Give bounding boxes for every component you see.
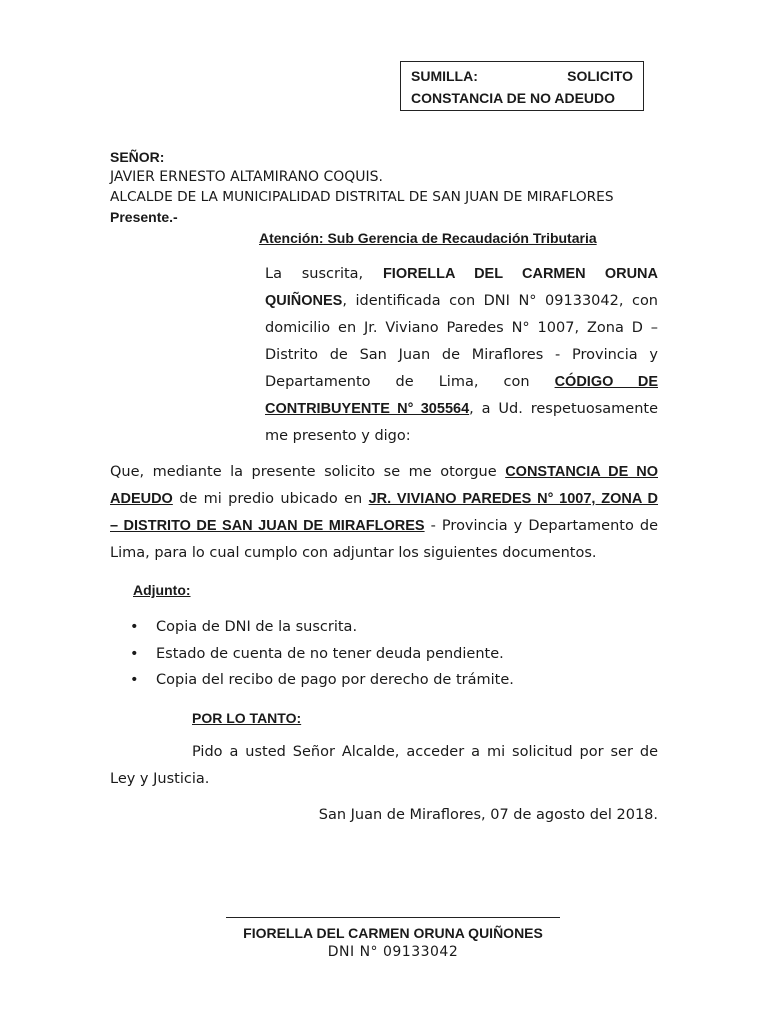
intro-line [265,396,658,423]
request-text: Que, mediante la presente solicito se me otorgue [110,464,497,480]
request-text: de mi predio ubicado en [179,491,363,507]
sumilla-line-2: CONSTANCIA DE NO ADEUDO [411,90,616,106]
sumilla-label: SUMILLA: [411,68,478,84]
place-date: San Juan de Miraflores, 07 de agosto del 2018. [318,807,658,823]
list-item: • Copia de DNI de la suscrita. [130,614,514,641]
request-subject: CONSTANCIA DE NO [505,464,658,480]
closing-line: Ley y Justicia. [110,771,210,787]
intro-text: La suscrita, [265,266,364,282]
attachments-heading: Adjunto: [133,582,191,598]
property-address: JR. VIVIANO PAREDES N° 1007, ZONA D [368,491,659,507]
closing-heading: POR LO TANTO: [192,710,302,726]
salutation: SEÑOR: [110,149,165,165]
request-paragraph [110,459,658,567]
intro-text: Departamento de Lima, con [265,374,530,390]
intro-line: me presento y digo: [265,428,411,444]
request-line [110,486,658,513]
recipient-name: JAVIER ERNESTO ALTAMIRANO COQUIS. [110,169,383,185]
intro-line: Distrito de San Juan de Miraflores - Provincia y [265,347,658,363]
intro-line [265,288,658,315]
taxpayer-code-label: CÓDIGO DE [554,374,658,390]
attention-line: Atención: Sub Gerencia de Recaudación Tributaria [259,230,597,246]
signer-dni: DNI N° 09133042 [327,944,459,960]
closing-line: Pido a usted Señor Alcalde, acceder a mi solicitud por ser de [192,744,658,760]
sumilla-value: SOLICITO [567,68,633,84]
request-subject: ADEUDO [110,491,173,507]
attachments-list [130,614,514,694]
signature-line [226,917,560,918]
signer-name: FIORELLA DEL CARMEN ORUNA QUIÑONES [243,925,543,941]
property-address: – DISTRITO DE SAN JUAN DE MIRAFLORES [110,518,425,534]
intro-paragraph [265,261,658,450]
intro-line [265,261,658,288]
intro-text: , identificada con DNI N° 09133042, con [342,293,658,309]
request-text: - Provincia y Departamento de [430,518,659,534]
applicant-name: FIORELLA DEL CARMEN ORUNA [382,266,658,282]
list-item: • Copia del recibo de pago por derecho de trámite. [130,667,514,694]
presente: Presente.- [110,209,178,225]
request-line [110,513,658,540]
sumilla-box [400,61,644,111]
sumilla-line-1 [411,65,633,87]
intro-line [265,369,658,396]
recipient-position: ALCALDE DE LA MUNICIPALIDAD DISTRITAL DE SAN JUAN DE MIRAFLORES [110,189,614,205]
intro-line: domicilio en Jr. Viviano Paredes N° 1007, Zona D – [265,320,658,336]
list-item: • Estado de cuenta de no tener deuda pendiente. [130,641,514,668]
closing-paragraph [110,739,658,793]
request-line: Lima, para lo cual cumplo con adjuntar los siguientes documentos. [110,545,597,561]
request-line [110,459,658,486]
intro-text: , a Ud. respetuosamente [469,401,658,417]
applicant-surname: QUIÑONES [265,293,343,309]
taxpayer-code: CONTRIBUYENTE N° 305564 [265,401,470,417]
